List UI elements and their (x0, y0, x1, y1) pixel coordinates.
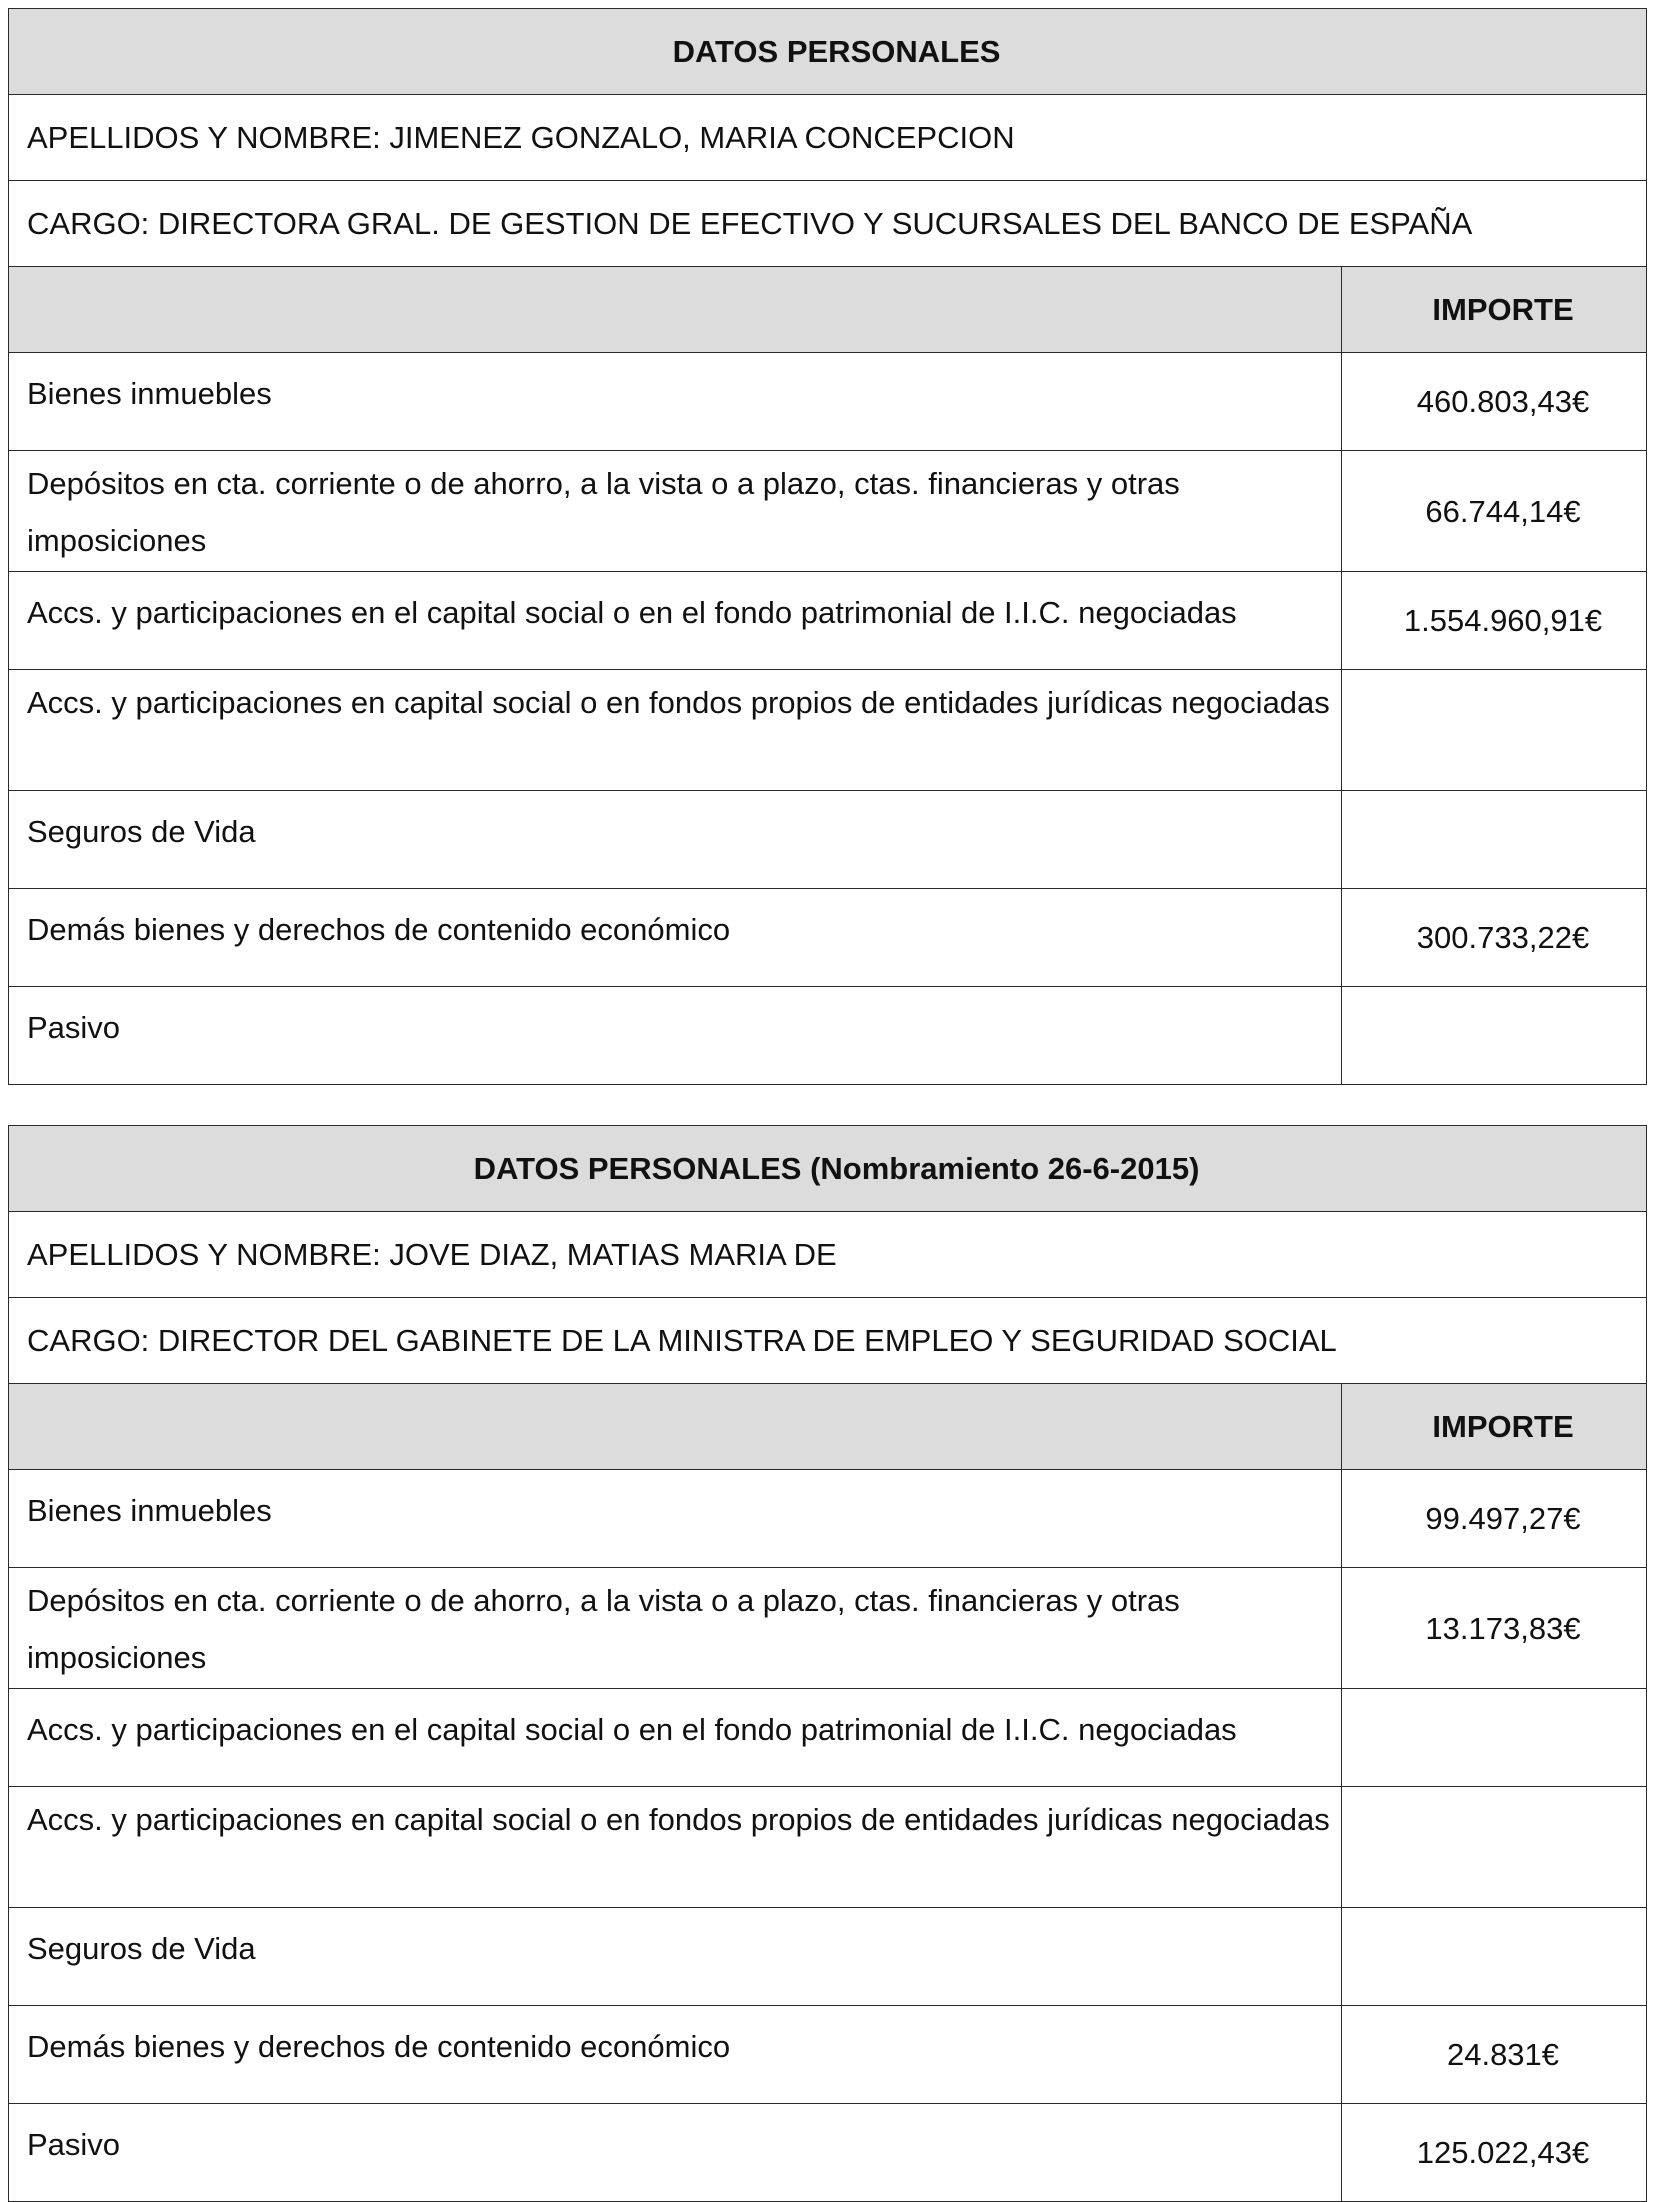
row-label: Demás bienes y derechos de contenido económico (9, 889, 1342, 987)
table-row (9, 2006, 1647, 2104)
row-amount (1342, 791, 1647, 889)
cargo-line: CARGO: DIRECTOR DEL GABINETE DE LA MINISTRA DE EMPLEO Y SEGURIDAD SOCIAL (9, 1298, 1647, 1384)
declaration-table-2 (8, 1125, 1647, 2202)
table-row (9, 987, 1647, 1085)
table-row (9, 670, 1647, 791)
header-empty-cell (9, 267, 1342, 353)
declaration-table-1 (8, 8, 1647, 1085)
row-label: Demás bienes y derechos de contenido económico (9, 2006, 1342, 2104)
row-label: Accs. y participaciones en el capital social o en el fondo patrimonial de I.I.C. negociadas (9, 1689, 1342, 1787)
header-empty-cell (9, 1384, 1342, 1470)
row-amount: 1.554.960,91€ (1342, 572, 1647, 670)
row-label: Seguros de Vida (9, 791, 1342, 889)
section-title: DATOS PERSONALES (9, 9, 1647, 95)
row-label: Bienes inmuebles (9, 353, 1342, 451)
row-amount: 99.497,27€ (1342, 1470, 1647, 1568)
name-line: APELLIDOS Y NOMBRE: JOVE DIAZ, MATIAS MARIA DE (9, 1212, 1647, 1298)
table-row (9, 1470, 1647, 1568)
row-label: Seguros de Vida (9, 1908, 1342, 2006)
row-label: Pasivo (9, 987, 1342, 1085)
table-row (9, 2104, 1647, 2202)
row-label: Depósitos en cta. corriente o de ahorro, a la vista o a plazo, ctas. financieras y otras imposiciones (9, 451, 1342, 572)
table-row (9, 1787, 1647, 1908)
row-amount: 460.803,43€ (1342, 353, 1647, 451)
row-amount (1342, 670, 1647, 791)
table-row (9, 889, 1647, 987)
document (8, 8, 1646, 2202)
row-amount: 24.831€ (1342, 2006, 1647, 2104)
row-amount: 125.022,43€ (1342, 2104, 1647, 2202)
table-row (9, 451, 1647, 572)
table-row (9, 1689, 1647, 1787)
row-label: Accs. y participaciones en capital social o en fondos propios de entidades jurídicas negociadas (9, 1787, 1342, 1908)
row-label: Bienes inmuebles (9, 1470, 1342, 1568)
row-label: Depósitos en cta. corriente o de ahorro, a la vista o a plazo, ctas. financieras y otras imposiciones (9, 1568, 1342, 1689)
row-amount (1342, 1689, 1647, 1787)
row-label: Pasivo (9, 2104, 1342, 2202)
row-amount: 13.173,83€ (1342, 1568, 1647, 1689)
table-row (9, 1568, 1647, 1689)
table-row (9, 353, 1647, 451)
table-row (9, 1908, 1647, 2006)
cargo-line: CARGO: DIRECTORA GRAL. DE GESTION DE EFECTIVO Y SUCURSALES DEL BANCO DE ESPAÑA (9, 181, 1647, 267)
section-title: DATOS PERSONALES (Nombramiento 26-6-2015) (9, 1126, 1647, 1212)
amount-header: IMPORTE (1342, 267, 1647, 353)
row-amount (1342, 1908, 1647, 2006)
row-amount (1342, 1787, 1647, 1908)
row-amount: 300.733,22€ (1342, 889, 1647, 987)
row-label: Accs. y participaciones en capital social o en fondos propios de entidades jurídicas negociadas (9, 670, 1342, 791)
table-row (9, 572, 1647, 670)
row-label: Accs. y participaciones en el capital social o en el fondo patrimonial de I.I.C. negociadas (9, 572, 1342, 670)
row-amount (1342, 987, 1647, 1085)
name-line: APELLIDOS Y NOMBRE: JIMENEZ GONZALO, MARIA CONCEPCION (9, 95, 1647, 181)
table-row (9, 791, 1647, 889)
row-amount: 66.744,14€ (1342, 451, 1647, 572)
amount-header: IMPORTE (1342, 1384, 1647, 1470)
